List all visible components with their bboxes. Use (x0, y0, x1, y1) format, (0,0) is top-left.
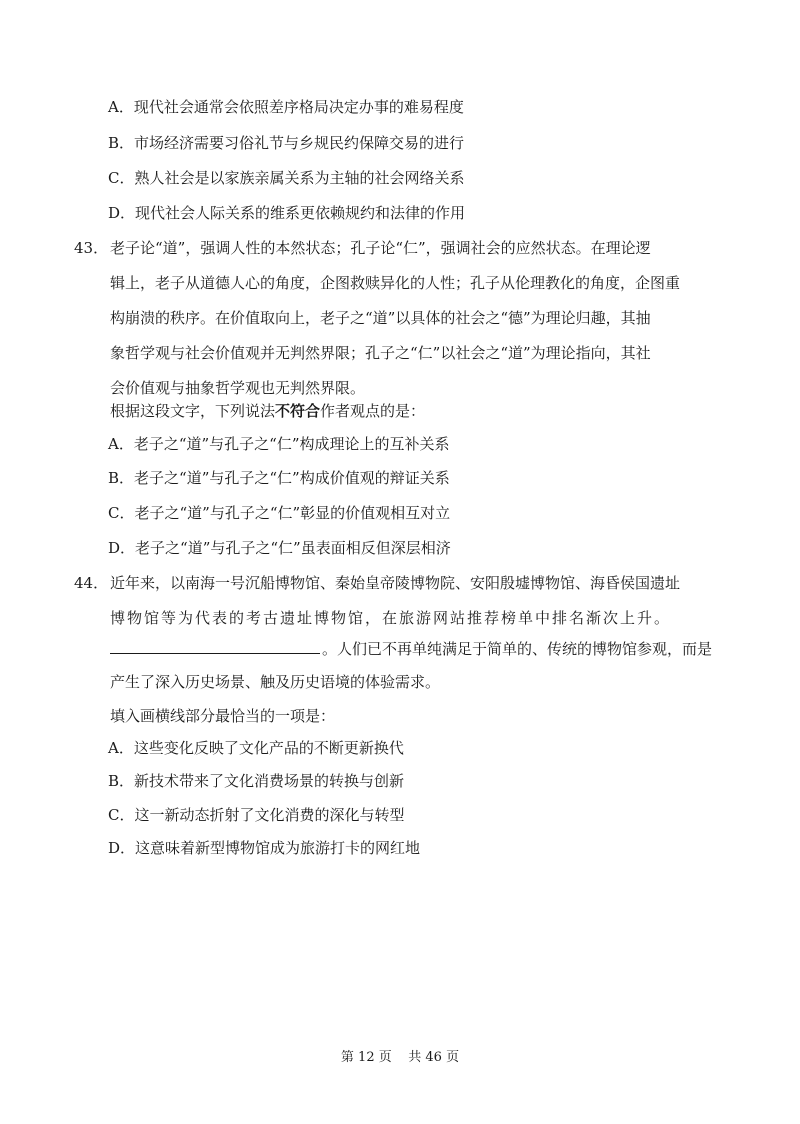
question-43-option-c[interactable]: C．老子之“道”与孔子之“仁”彰显的价值观相互对立 (108, 504, 451, 522)
prev-option-a: A．现代社会通常会依照差序格局决定办事的难易程度 (108, 98, 464, 116)
question-43-prompt-after: 作者观点的是： (320, 402, 426, 420)
question-44-prompt: 填入画横线部分最恰当的一项是： (110, 707, 336, 725)
prev-option-d: D．现代社会人际关系的维系更依赖规约和法律的作用 (108, 204, 466, 222)
question-44-line-3 (110, 638, 712, 659)
question-44-option-d[interactable]: D．这意味着新型博物馆成为旅游打卡的网红地 (108, 839, 421, 857)
page-footer: 第 12 页 共 46 页 (340, 1050, 460, 1065)
prev-option-c: C．熟人社会是以家族亲属关系为主轴的社会网络关系 (108, 169, 465, 187)
question-43-passage-line-5: 会价值观与抽象哲学观也无判然界限。 (110, 379, 366, 397)
question-43-prompt (110, 401, 425, 421)
question-43-prompt-before: 根据这段文字，下列说法 (110, 402, 276, 420)
question-44-line-1: 近年来，以南海一号沉船博物馆、秦始皇帝陵博物院、安阳殷墟博物馆、海昏侯国遗址 (110, 574, 681, 592)
question-43-option-a[interactable]: A．老子之“道”与孔子之“仁”构成理论上的互补关系 (108, 435, 450, 453)
question-43-passage-line-2: 辑上，老子从道德人心的角度，企图救赎异化的人性；孔子从伦理教化的角度，企图重 (110, 274, 681, 292)
question-44-option-a[interactable]: A．这些变化反映了文化产品的不断更新换代 (108, 739, 404, 757)
question-43-number: 43． (74, 239, 109, 257)
prev-option-b: B．市场经济需要习俗礼节与乡规民约保障交易的进行 (108, 134, 465, 152)
fill-in-blank[interactable] (110, 638, 320, 654)
question-44-option-b[interactable]: B．新技术带来了文化消费场景的转换与创新 (108, 772, 405, 790)
question-43-option-d[interactable]: D．老子之“道”与孔子之“仁”虽表面相反但深层相济 (108, 539, 451, 557)
question-43-passage-line-4: 象哲学观与社会价值观并无判然界限；孔子之“仁”以社会之“道”为理论指向，其社 (110, 344, 651, 362)
question-44-number: 44． (74, 574, 109, 592)
question-44-option-c[interactable]: C．这一新动态折射了文化消费的深化与转型 (108, 806, 405, 824)
question-44-line-4: 产生了深入历史场景、触及历史语境的体验需求。 (110, 673, 441, 691)
question-43-prompt-emphasis: 不符合 (275, 402, 321, 420)
question-43-passage-line-3: 构崩溃的秩序。在价值取向上，老子之“道”以具体的社会之“德”为理论归趣，其抽 (110, 309, 651, 327)
question-44-line-2: 博物馆等为代表的考古遗址博物馆，在旅游网站推荐榜单中排名渐次上升。 (110, 609, 672, 627)
question-43-option-b[interactable]: B．老子之“道”与孔子之“仁”构成价值观的辩证关系 (108, 469, 450, 487)
question-44-line-3-text: 。人们已不再单纯满足于简单的、传统的博物馆参观，而是 (322, 640, 713, 658)
question-43-passage-line-1: 老子论“道”，强调人性的本然状态；孔子论“仁”，强调社会的应然状态。在理论逻 (110, 239, 651, 257)
